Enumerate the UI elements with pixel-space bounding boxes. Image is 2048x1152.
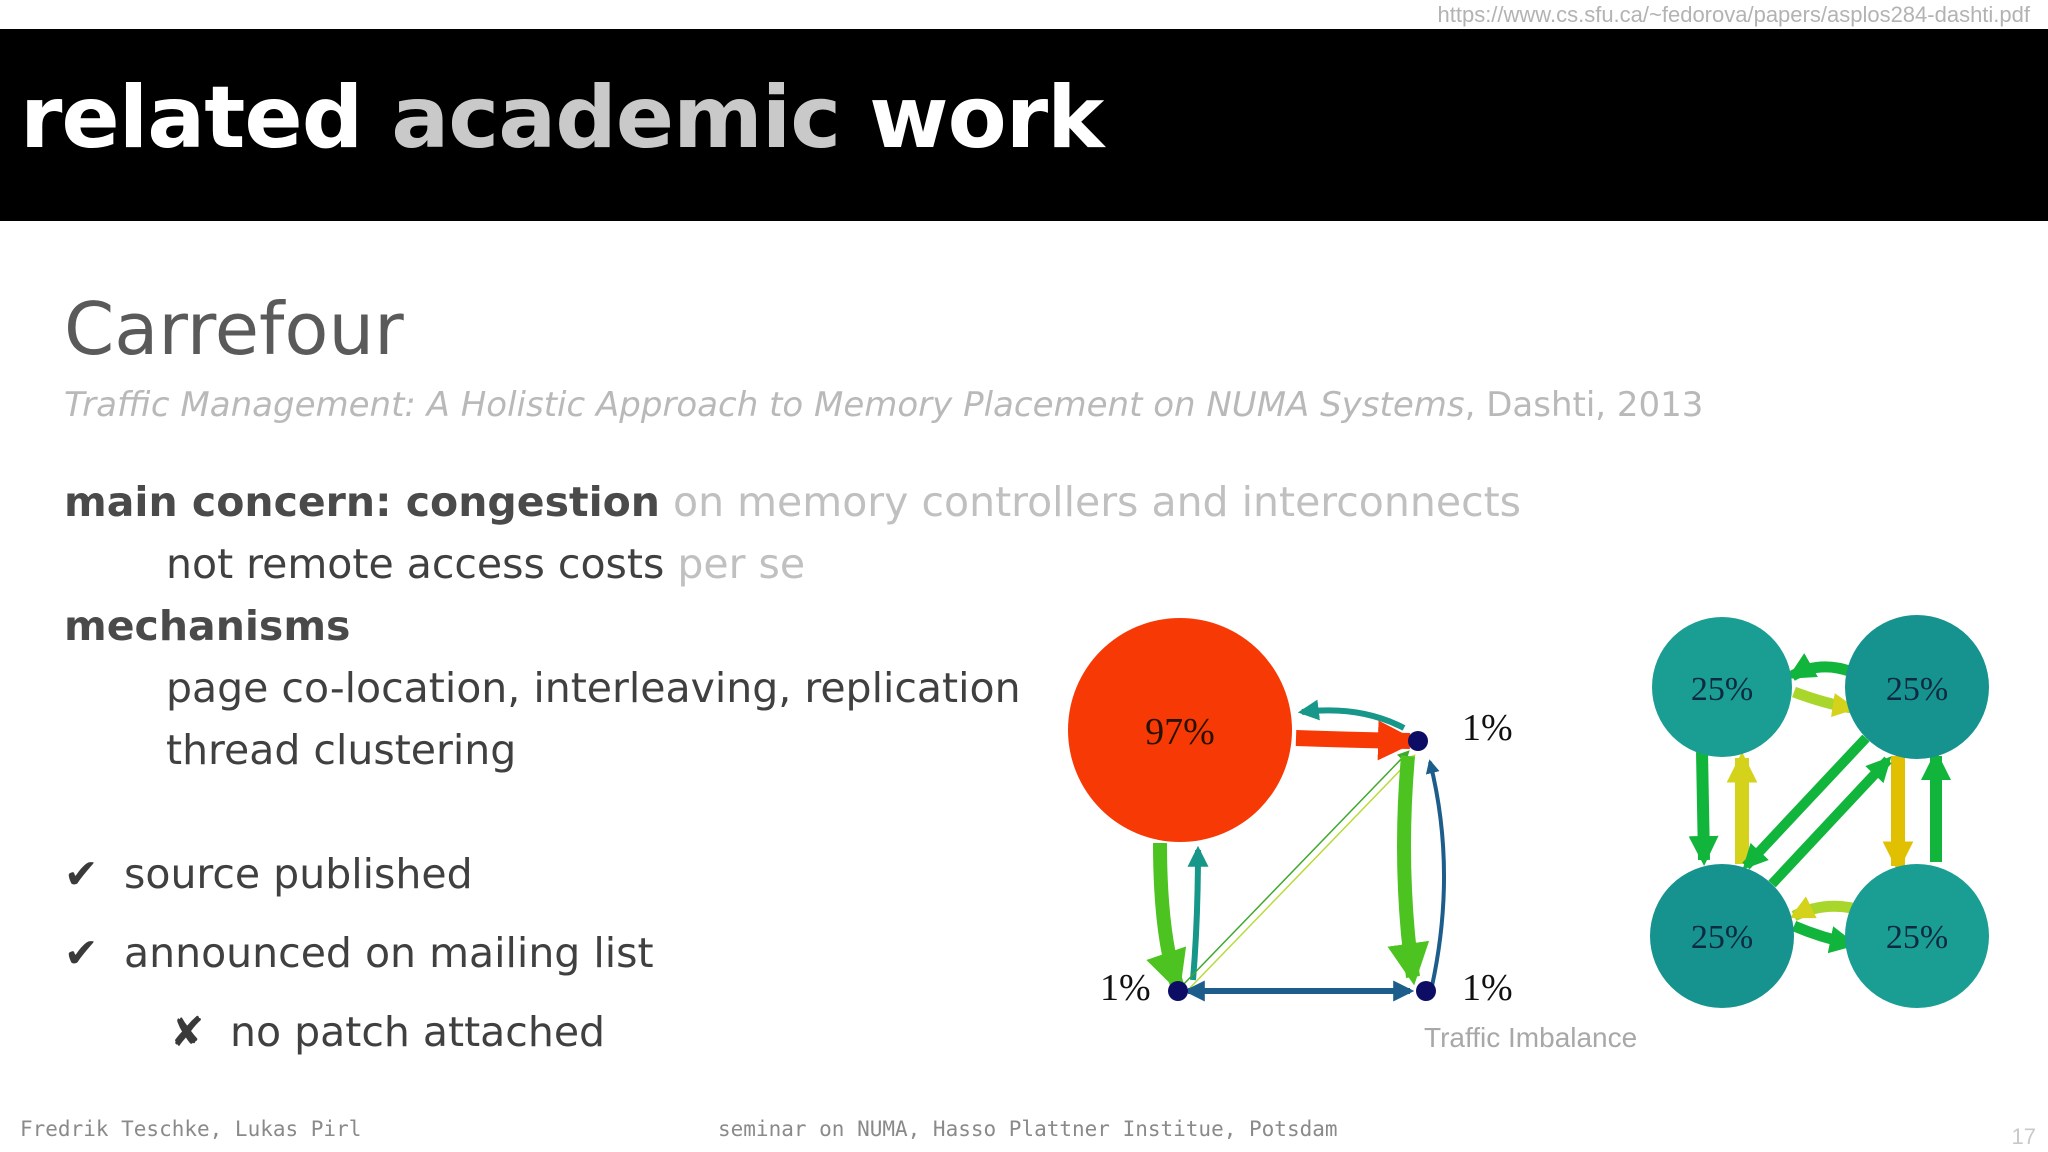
node-top-right <box>1408 731 1428 751</box>
node-bottom-left-label: 1% <box>1100 967 1151 1009</box>
not-remote-text: not remote access costs <box>166 540 665 588</box>
checklist-text: source published <box>124 850 473 898</box>
citation-rest: , Dashti, 2013 <box>1464 385 1704 425</box>
node-bottom-left <box>1168 981 1188 1001</box>
node-r-bottom-left-label: 25% <box>1690 919 1754 956</box>
node-hot-label: 97% <box>1145 711 1215 753</box>
page-number: 17 <box>2011 1124 2036 1149</box>
main-concern-rest: on memory controllers and interconnects <box>659 478 1522 526</box>
main-concern-label: main concern: congestion <box>64 478 660 526</box>
title-part-3: work <box>840 68 1104 168</box>
edge-r-tl-to-bl <box>1702 752 1704 860</box>
edge-1bl-to-97 <box>1193 850 1198 980</box>
mechanism-item: thread clustering <box>166 726 517 774</box>
node-bottom-right <box>1416 981 1436 1001</box>
edge-r-br-to-bl <box>1794 906 1852 916</box>
title-part-2: academic <box>391 68 841 168</box>
edge-1br-to-1top <box>1430 762 1444 986</box>
check-icon: ✔ <box>64 929 99 977</box>
figure-caption: Traffic Imbalance <box>1424 1022 1638 1053</box>
citation-title: Traffic Management: A Holistic Approach to Memory Placement on NUMA Systems <box>64 385 1465 425</box>
edge-97-to-1-top <box>1296 738 1410 741</box>
mechanism-item: page co-location, interleaving, replication <box>166 664 1021 712</box>
edge-r-tl-to-tr <box>1794 692 1852 708</box>
edge-1top-to-1br <box>1404 756 1413 977</box>
edge-97-to-1-bottom-left <box>1160 843 1177 985</box>
node-top-right-label: 1% <box>1462 707 1513 749</box>
edge-1top-to-97 <box>1302 710 1404 728</box>
checklist-text: no patch attached <box>230 1008 606 1056</box>
node-r-bottom-right-label: 25% <box>1885 919 1949 956</box>
node-r-top-left-label: 25% <box>1690 671 1754 708</box>
node-bottom-right-label: 1% <box>1462 967 1513 1009</box>
title-part-1: related <box>20 68 392 168</box>
edge-r-tr-to-tl <box>1792 667 1852 676</box>
check-icon: ✔ <box>64 850 99 898</box>
slide-heading: Carrefour <box>64 287 404 371</box>
cross-icon: ✘ <box>170 1008 205 1056</box>
not-remote-rest: per se <box>664 540 806 588</box>
mechanisms-label-text: mechanisms <box>64 602 351 650</box>
checklist-text: announced on mailing list <box>124 929 654 977</box>
footer-authors: Fredrik Teschke, Lukas Pirl <box>20 1117 362 1141</box>
edge-r-bl-to-br <box>1794 926 1852 944</box>
footer-event: seminar on NUMA, Hasso Plattner Institue, Potsdam <box>718 1117 1338 1141</box>
source-url-link[interactable]: https://www.cs.sfu.ca/~fedorova/papers/asplos284-dashti.pdf <box>1437 2 2030 27</box>
node-r-top-right-label: 25% <box>1885 671 1949 708</box>
